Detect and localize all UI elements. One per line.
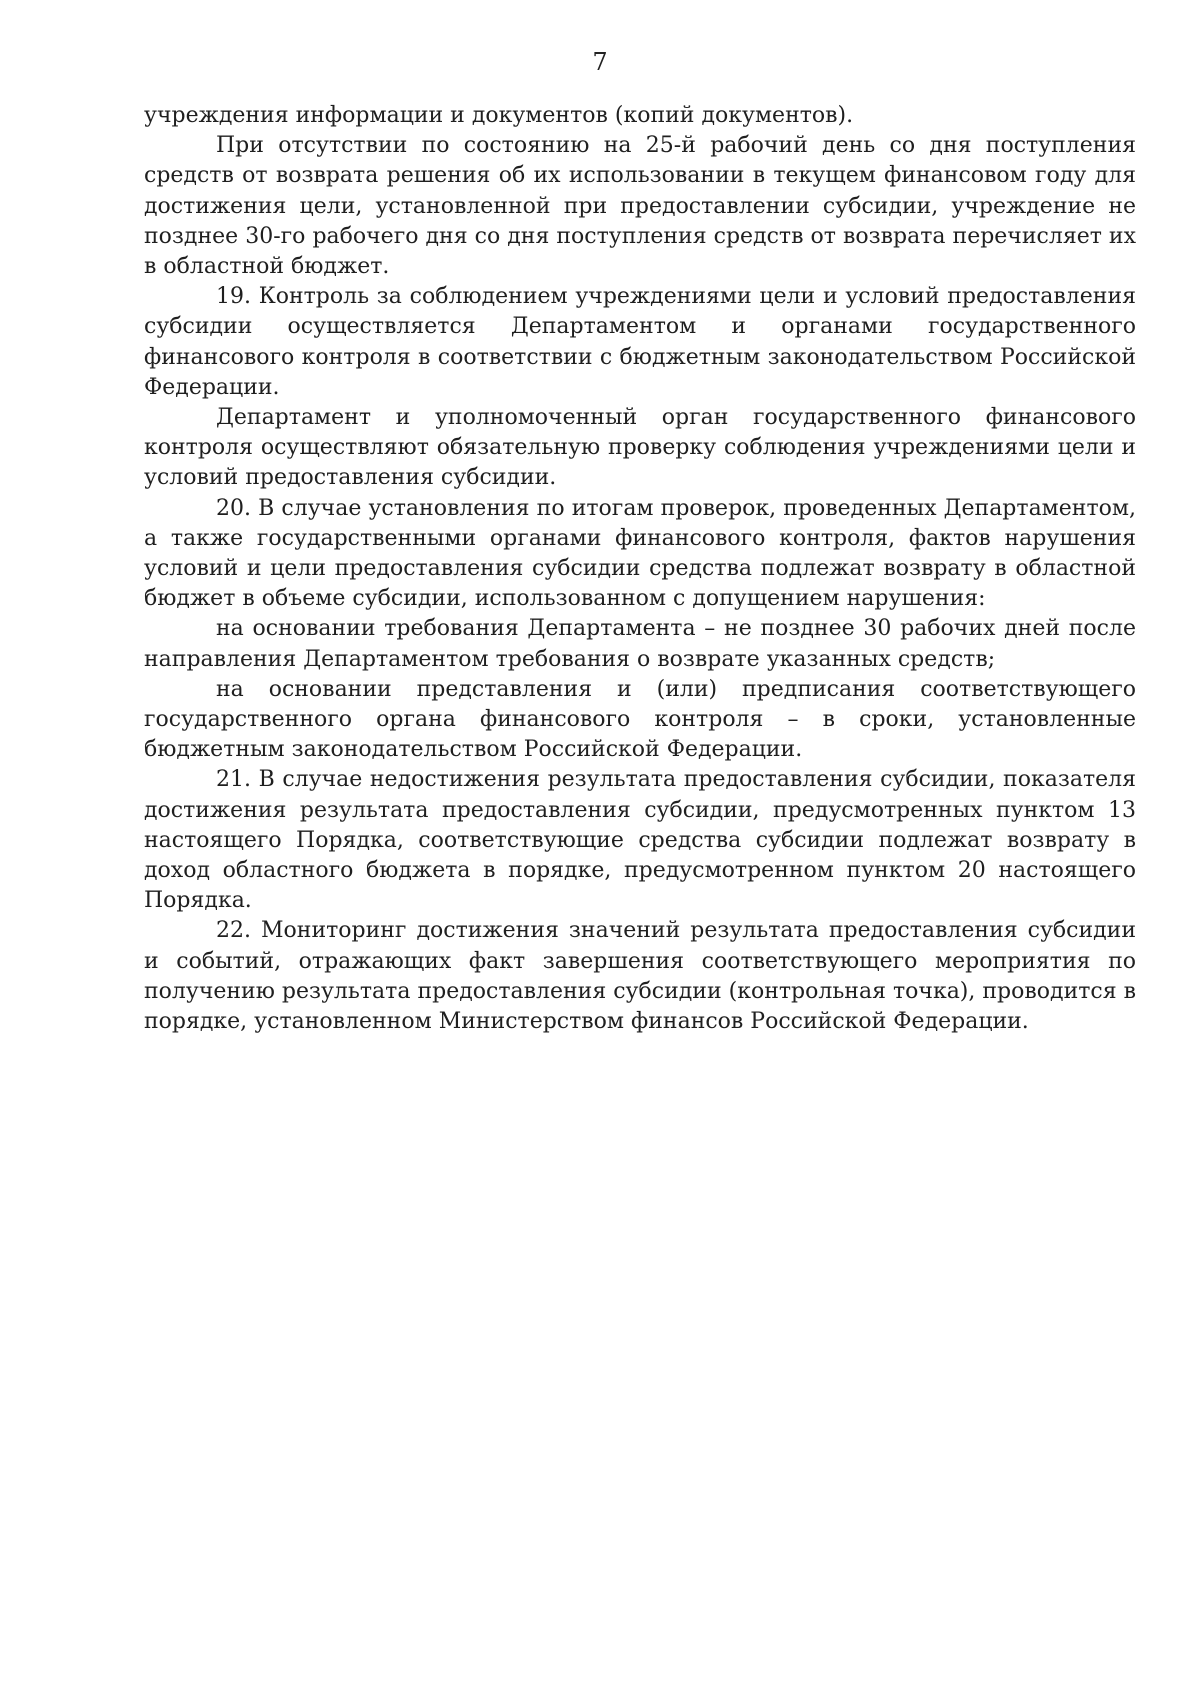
paragraph-20-violations: 20. В случае установления по итогам проверок, проведенных Департаментом, а также государственными органами финансового контроля, фактов нарушения условий и цели предоставления субсидии средства подлежат возврату в областной бюджет в объеме субсидии, использованном с допущением нарушения: bbox=[144, 495, 1136, 612]
paragraph-department-requirement: на основании требования Департамента – не позднее 30 рабочих дней после направления Департаментом требования о возврате указанных средств; bbox=[144, 616, 1136, 672]
paragraph-mandatory-check: Департамент и уполномоченный орган государственного финансового контроля осуществляют обязательную проверку соблюдения учреждениями цели и условий предоставления субсидии. bbox=[144, 405, 1136, 491]
paragraph-return-deadline: При отсутствии по состоянию на 25-й рабочий день со дня поступления средств от возврата решения об их использовании в текущем финансовом году для достижения цели, установленной при предоставлении субсидии, учреждение не позднее 30-го рабочего дня со дня поступления средств от возврата перечисляет их в областной бюджет. bbox=[144, 133, 1136, 280]
paragraph-22-monitoring: 22. Мониторинг достижения значений результата предоставления субсидии и событий, отражающих факт завершения соответствующего мероприятия по получению результата предоставления субсидии (контрольная точка), проводится в порядке, установленном Министерством финансов Российской Федерации. bbox=[144, 918, 1136, 1035]
paragraph-continuation: учреждения информации и документов (копий документов). bbox=[144, 103, 854, 128]
paragraph-21-non-achievement: 21. В случае недостижения результата предоставления субсидии, показателя достижения результата предоставления субсидии, предусмотренных пунктом 13 настоящего Порядка, соответствующие средства субсидии подлежат возврату в доход областного бюджета в порядке, предусмотренном пунктом 20 настоящего Порядка. bbox=[144, 767, 1136, 914]
page-number: 7 bbox=[592, 48, 608, 76]
paragraph-19-control: 19. Контроль за соблюдением учреждениями цели и условий предоставления субсидии осуществляется Департаментом и органами государственного финансового контроля в соответствии с бюджетным законодательством Российской Федерации. bbox=[144, 284, 1136, 400]
paragraph-financial-control-order: на основании представления и (или) предписания соответствующего государственного органа финансового контроля – в сроки, установленные бюджетным законодательством Российской Федерации. bbox=[144, 676, 1136, 763]
document-body bbox=[144, 101, 1136, 1037]
